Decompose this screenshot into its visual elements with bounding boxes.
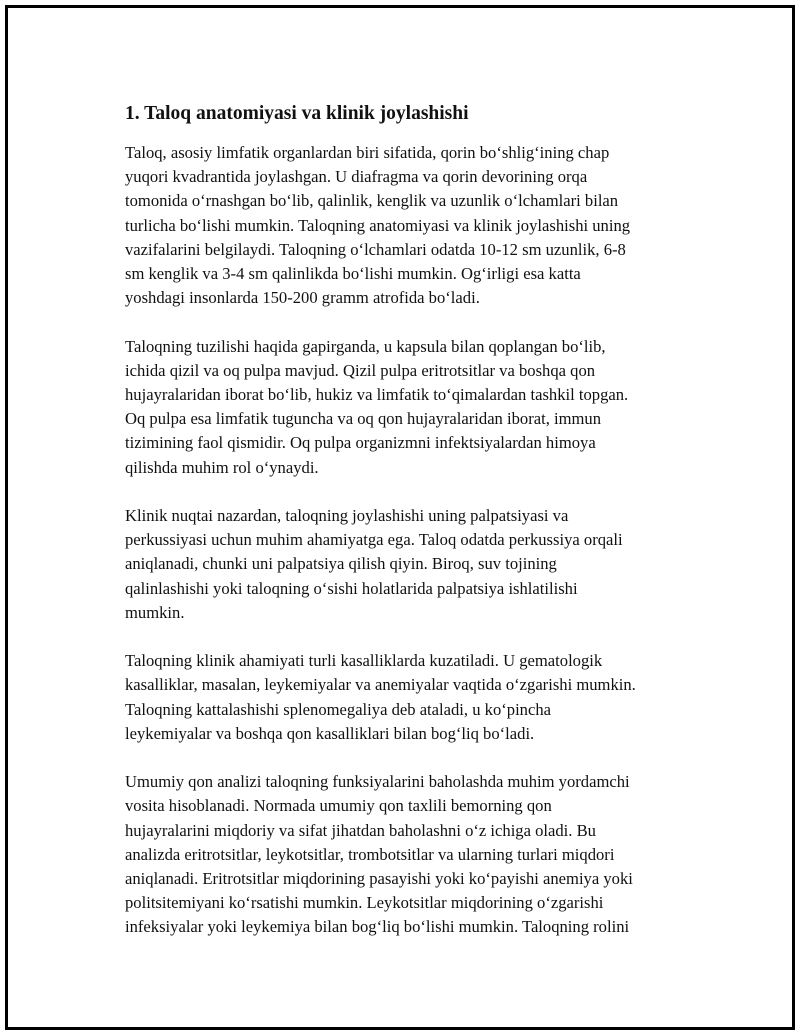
paragraph-structure: Taloqning tuzilishi haqida gapirganda, u kapsula bilan qoplangan bo‘lib, ichida qizil va oq pulpa mavjud. Qizil pulpa eritrotsitlar va boshqa qon hujayralaridan iborat bo‘lib, hukiz va limfatik to‘qimalardan tashkil topgan. Oq pulpa esa limfatik tuguncha va oq qon hujayralaridan iborat, immun tizimining faol qismidir. Oq pulpa organizmni infektsiyalardan himoya qilishda muhim rol o‘ynaydi. (125, 336, 629, 477)
paragraph-clinical-significance: Taloqning klinik ahamiyati turli kasalliklarda kuzatiladi. U gematologik kasalliklar, masalan, leykemiyalar va anemiyalar vaqtida o‘zgarishi mumkin. Taloqning kattalashishi splenomegaliya deb ataladi, u ko‘pincha leykemiyalar va boshqa qon kasalliklari bilan bog‘liq bo‘ladi. (125, 651, 636, 743)
document-body (121, 100, 697, 964)
paragraph-blood-analysis: Umumiy qon analizi taloqning funksiyalarini baholashda muhim yordamchi vosita hisoblanadi. Normada umumiy qon taxlili bemorning qon hujayralarini miqdoriy va sifat jihatdan baholashni o‘z ichiga oladi. Bu analizda eritrotsitlar, leykotsitlar, trombotsitlar va ularning turlari miqdori aniqlanadi. Eritrotsitlar miqdorining pasayishi yoki ko‘payishi anemiya yoki politsitemiyani ko‘rsatishi mumkin. Leykotsitlar miqdorining o‘zgarishi infeksiyalar yoki leykemiya bilan bog‘liq bo‘lishi mumkin. Taloqning rolini (125, 772, 633, 937)
paragraph-clinical-position: Klinik nuqtai nazardan, taloqning joylashishi uning palpatsiyasi va perkussiyasi uchun muhim ahamiyatga ega. Taloq odatda perkussiya orqali aniqlanadi, chunki uni palpatsiya qilish qiyin. Biroq, suv tojining qalinlashishi yoki taloqning o‘sishi holatlarida palpatsiya ishlatilishi mumkin. (125, 506, 623, 622)
page-frame (5, 5, 795, 1030)
section-heading: 1. Taloq anatomiyasi va klinik joylashishi (125, 103, 469, 124)
paragraph-anatomy: Taloq, asosiy limfatik organlardan biri sifatida, qorin bo‘shlig‘ining chap yuqori kvadrantida joylashgan. U diafragma va qorin devorining orqa tomonida o‘rnashgan bo‘lib, qalinlik, kenglik va uzunlik o‘lchamlari bilan turlicha bo‘lishi mumkin. Taloqning anatomiyasi va klinik joylashishi uning vazifalarini belgilaydi. Taloqning o‘lchamlari odatda 10-12 sm uzunlik, 6-8 sm kenglik va 3-4 sm qalinlikda bo‘lishi mumkin. Og‘irligi esa katta yoshdagi insonlarda 150-200 gramm atrofida bo‘ladi. (125, 143, 631, 308)
